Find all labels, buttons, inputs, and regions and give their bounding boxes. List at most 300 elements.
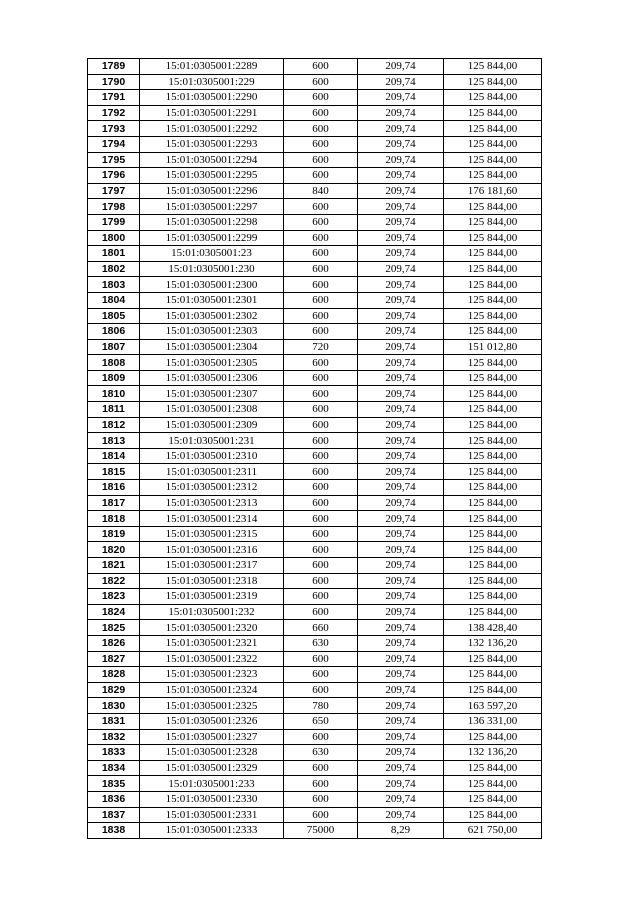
table-row — [88, 729, 542, 745]
value-cell: 138 428,40 — [444, 620, 542, 636]
table-row — [88, 651, 542, 667]
row-number-cell: 1789 — [88, 59, 140, 75]
value-cell: 125 844,00 — [444, 791, 542, 807]
table-row — [88, 308, 542, 324]
value-cell: 125 844,00 — [444, 261, 542, 277]
row-number-cell: 1811 — [88, 402, 140, 418]
area-cell: 600 — [284, 589, 358, 605]
table-row — [88, 417, 542, 433]
rate-cell: 209,74 — [358, 214, 444, 230]
area-cell: 600 — [284, 246, 358, 262]
area-cell: 600 — [284, 526, 358, 542]
rate-cell: 209,74 — [358, 199, 444, 215]
cadastral-number-cell: 15:01:0305001:2301 — [140, 292, 284, 308]
value-cell: 125 844,00 — [444, 448, 542, 464]
rate-cell: 209,74 — [358, 573, 444, 589]
rate-cell: 209,74 — [358, 308, 444, 324]
cadastral-number-cell: 15:01:0305001:2331 — [140, 807, 284, 823]
value-cell: 125 844,00 — [444, 511, 542, 527]
value-cell: 125 844,00 — [444, 105, 542, 121]
cadastral-number-cell: 15:01:0305001:2307 — [140, 386, 284, 402]
row-number-cell: 1820 — [88, 542, 140, 558]
cadastral-number-cell: 15:01:0305001:2319 — [140, 589, 284, 605]
row-number-cell: 1799 — [88, 214, 140, 230]
rate-cell: 209,74 — [358, 682, 444, 698]
table-row — [88, 230, 542, 246]
area-cell: 600 — [284, 729, 358, 745]
cadastral-number-cell: 15:01:0305001:2318 — [140, 573, 284, 589]
value-cell: 125 844,00 — [444, 59, 542, 75]
cadastral-number-cell: 15:01:0305001:2297 — [140, 199, 284, 215]
table-row — [88, 433, 542, 449]
cadastral-number-cell: 15:01:0305001:2304 — [140, 339, 284, 355]
rate-cell: 209,74 — [358, 355, 444, 371]
cadastral-number-cell: 15:01:0305001:2290 — [140, 90, 284, 106]
row-number-cell: 1828 — [88, 667, 140, 683]
row-number-cell: 1809 — [88, 370, 140, 386]
area-cell: 600 — [284, 168, 358, 184]
cadastral-number-cell: 15:01:0305001:2303 — [140, 324, 284, 340]
table-row — [88, 324, 542, 340]
value-cell: 125 844,00 — [444, 168, 542, 184]
rate-cell: 209,74 — [358, 667, 444, 683]
row-number-cell: 1826 — [88, 635, 140, 651]
cadastral-number-cell: 15:01:0305001:2305 — [140, 355, 284, 371]
value-cell: 125 844,00 — [444, 604, 542, 620]
table-row — [88, 261, 542, 277]
area-cell: 600 — [284, 121, 358, 137]
cadastral-number-cell: 15:01:0305001:2320 — [140, 620, 284, 636]
rate-cell: 209,74 — [358, 183, 444, 199]
value-cell: 125 844,00 — [444, 682, 542, 698]
row-number-cell: 1806 — [88, 324, 140, 340]
cadastral-number-cell: 15:01:0305001:2314 — [140, 511, 284, 527]
row-number-cell: 1823 — [88, 589, 140, 605]
area-cell: 600 — [284, 90, 358, 106]
rate-cell: 209,74 — [358, 651, 444, 667]
cadastral-number-cell: 15:01:0305001:2300 — [140, 277, 284, 293]
cadastral-number-cell: 15:01:0305001:23 — [140, 246, 284, 262]
cadastral-number-cell: 15:01:0305001:2293 — [140, 136, 284, 152]
row-number-cell: 1812 — [88, 417, 140, 433]
value-cell: 125 844,00 — [444, 214, 542, 230]
rate-cell: 209,74 — [358, 152, 444, 168]
row-number-cell: 1815 — [88, 464, 140, 480]
rate-cell: 209,74 — [358, 745, 444, 761]
row-number-cell: 1793 — [88, 121, 140, 137]
row-number-cell: 1801 — [88, 246, 140, 262]
rate-cell: 209,74 — [358, 589, 444, 605]
area-cell: 600 — [284, 105, 358, 121]
table-row — [88, 589, 542, 605]
row-number-cell: 1836 — [88, 791, 140, 807]
row-number-cell: 1835 — [88, 776, 140, 792]
area-cell: 600 — [284, 402, 358, 418]
cadastral-number-cell: 15:01:0305001:2329 — [140, 760, 284, 776]
area-cell: 600 — [284, 682, 358, 698]
row-number-cell: 1831 — [88, 713, 140, 729]
table-row — [88, 183, 542, 199]
rate-cell: 209,74 — [358, 277, 444, 293]
area-cell: 600 — [284, 651, 358, 667]
row-number-cell: 1816 — [88, 480, 140, 496]
row-number-cell: 1833 — [88, 745, 140, 761]
table-row — [88, 246, 542, 262]
row-number-cell: 1827 — [88, 651, 140, 667]
cadastral-number-cell: 15:01:0305001:2310 — [140, 448, 284, 464]
table-row — [88, 59, 542, 75]
value-cell: 125 844,00 — [444, 760, 542, 776]
rate-cell: 209,74 — [358, 776, 444, 792]
rate-cell: 209,74 — [358, 261, 444, 277]
row-number-cell: 1813 — [88, 433, 140, 449]
table-row — [88, 526, 542, 542]
table-row — [88, 511, 542, 527]
row-number-cell: 1804 — [88, 292, 140, 308]
area-cell: 75000 — [284, 823, 358, 839]
row-number-cell: 1802 — [88, 261, 140, 277]
row-number-cell: 1791 — [88, 90, 140, 106]
rate-cell: 209,74 — [358, 246, 444, 262]
row-number-cell: 1837 — [88, 807, 140, 823]
row-number-cell: 1790 — [88, 74, 140, 90]
table-row — [88, 214, 542, 230]
table-body — [88, 59, 542, 839]
table-row — [88, 386, 542, 402]
rate-cell: 209,74 — [358, 136, 444, 152]
value-cell: 621 750,00 — [444, 823, 542, 839]
rate-cell: 209,74 — [358, 370, 444, 386]
cadastral-parcels-table — [87, 58, 542, 839]
table-row — [88, 542, 542, 558]
cadastral-number-cell: 15:01:0305001:233 — [140, 776, 284, 792]
value-cell: 163 597,20 — [444, 698, 542, 714]
row-number-cell: 1819 — [88, 526, 140, 542]
rate-cell: 209,74 — [358, 464, 444, 480]
cadastral-number-cell: 15:01:0305001:2308 — [140, 402, 284, 418]
table-row — [88, 573, 542, 589]
row-number-cell: 1796 — [88, 168, 140, 184]
cadastral-number-cell: 15:01:0305001:2328 — [140, 745, 284, 761]
table-row — [88, 121, 542, 137]
cadastral-number-cell: 15:01:0305001:2327 — [140, 729, 284, 745]
table-row — [88, 464, 542, 480]
table-row — [88, 480, 542, 496]
cadastral-number-cell: 15:01:0305001:2313 — [140, 495, 284, 511]
value-cell: 125 844,00 — [444, 667, 542, 683]
value-cell: 125 844,00 — [444, 74, 542, 90]
cadastral-number-cell: 15:01:0305001:2325 — [140, 698, 284, 714]
area-cell: 600 — [284, 355, 358, 371]
rate-cell: 209,74 — [358, 339, 444, 355]
table-row — [88, 199, 542, 215]
value-cell: 125 844,00 — [444, 324, 542, 340]
area-cell: 600 — [284, 308, 358, 324]
rate-cell: 209,74 — [358, 402, 444, 418]
value-cell: 136 331,00 — [444, 713, 542, 729]
row-number-cell: 1800 — [88, 230, 140, 246]
row-number-cell: 1838 — [88, 823, 140, 839]
value-cell: 125 844,00 — [444, 121, 542, 137]
area-cell: 600 — [284, 791, 358, 807]
value-cell: 125 844,00 — [444, 464, 542, 480]
table-row — [88, 370, 542, 386]
rate-cell: 209,74 — [358, 386, 444, 402]
value-cell: 125 844,00 — [444, 386, 542, 402]
area-cell: 600 — [284, 370, 358, 386]
rate-cell: 209,74 — [358, 729, 444, 745]
table-row — [88, 776, 542, 792]
rate-cell: 209,74 — [358, 698, 444, 714]
rate-cell: 209,74 — [358, 604, 444, 620]
table-row — [88, 635, 542, 651]
cadastral-number-cell: 15:01:0305001:2322 — [140, 651, 284, 667]
rate-cell: 209,74 — [358, 791, 444, 807]
row-number-cell: 1821 — [88, 558, 140, 574]
cadastral-number-cell: 15:01:0305001:2309 — [140, 417, 284, 433]
value-cell: 125 844,00 — [444, 292, 542, 308]
table-row — [88, 667, 542, 683]
value-cell: 125 844,00 — [444, 542, 542, 558]
value-cell: 125 844,00 — [444, 246, 542, 262]
cadastral-number-cell: 15:01:0305001:2306 — [140, 370, 284, 386]
area-cell: 600 — [284, 386, 358, 402]
row-number-cell: 1834 — [88, 760, 140, 776]
value-cell: 125 844,00 — [444, 152, 542, 168]
cadastral-number-cell: 15:01:0305001:2294 — [140, 152, 284, 168]
rate-cell: 209,74 — [358, 230, 444, 246]
row-number-cell: 1825 — [88, 620, 140, 636]
row-number-cell: 1792 — [88, 105, 140, 121]
value-cell: 125 844,00 — [444, 308, 542, 324]
area-cell: 600 — [284, 604, 358, 620]
table-row — [88, 495, 542, 511]
cadastral-number-cell: 15:01:0305001:2315 — [140, 526, 284, 542]
row-number-cell: 1830 — [88, 698, 140, 714]
table-row — [88, 760, 542, 776]
area-cell: 660 — [284, 620, 358, 636]
value-cell: 125 844,00 — [444, 370, 542, 386]
rate-cell: 209,74 — [358, 511, 444, 527]
rate-cell: 209,74 — [358, 448, 444, 464]
area-cell: 600 — [284, 261, 358, 277]
table-row — [88, 558, 542, 574]
cadastral-number-cell: 15:01:0305001:230 — [140, 261, 284, 277]
row-number-cell: 1805 — [88, 308, 140, 324]
row-number-cell: 1798 — [88, 199, 140, 215]
value-cell: 125 844,00 — [444, 136, 542, 152]
row-number-cell: 1822 — [88, 573, 140, 589]
table-row — [88, 355, 542, 371]
value-cell: 125 844,00 — [444, 417, 542, 433]
area-cell: 630 — [284, 635, 358, 651]
table-row — [88, 620, 542, 636]
rate-cell: 209,74 — [358, 59, 444, 75]
area-cell: 600 — [284, 199, 358, 215]
area-cell: 600 — [284, 573, 358, 589]
value-cell: 176 181,60 — [444, 183, 542, 199]
cadastral-number-cell: 15:01:0305001:2298 — [140, 214, 284, 230]
row-number-cell: 1803 — [88, 277, 140, 293]
area-cell: 600 — [284, 511, 358, 527]
area-cell: 600 — [284, 324, 358, 340]
value-cell: 125 844,00 — [444, 558, 542, 574]
cadastral-number-cell: 15:01:0305001:2311 — [140, 464, 284, 480]
cadastral-number-cell: 15:01:0305001:2296 — [140, 183, 284, 199]
cadastral-number-cell: 15:01:0305001:2330 — [140, 791, 284, 807]
rate-cell: 209,74 — [358, 807, 444, 823]
cadastral-number-cell: 15:01:0305001:231 — [140, 433, 284, 449]
area-cell: 650 — [284, 713, 358, 729]
rate-cell: 209,74 — [358, 324, 444, 340]
area-cell: 720 — [284, 339, 358, 355]
row-number-cell: 1832 — [88, 729, 140, 745]
cadastral-number-cell: 15:01:0305001:2291 — [140, 105, 284, 121]
rate-cell: 209,74 — [358, 713, 444, 729]
rate-cell: 209,74 — [358, 168, 444, 184]
cadastral-number-cell: 15:01:0305001:2326 — [140, 713, 284, 729]
table-row — [88, 292, 542, 308]
table-row — [88, 807, 542, 823]
value-cell: 132 136,20 — [444, 635, 542, 651]
cadastral-number-cell: 15:01:0305001:2321 — [140, 635, 284, 651]
table-row — [88, 823, 542, 839]
rate-cell: 209,74 — [358, 292, 444, 308]
value-cell: 125 844,00 — [444, 651, 542, 667]
row-number-cell: 1807 — [88, 339, 140, 355]
cadastral-number-cell: 15:01:0305001:2323 — [140, 667, 284, 683]
row-number-cell: 1808 — [88, 355, 140, 371]
area-cell: 600 — [284, 74, 358, 90]
rate-cell: 209,74 — [358, 417, 444, 433]
cadastral-number-cell: 15:01:0305001:2333 — [140, 823, 284, 839]
area-cell: 600 — [284, 277, 358, 293]
cadastral-number-cell: 15:01:0305001:232 — [140, 604, 284, 620]
area-cell: 600 — [284, 230, 358, 246]
value-cell: 125 844,00 — [444, 277, 542, 293]
area-cell: 600 — [284, 776, 358, 792]
rate-cell: 209,74 — [358, 480, 444, 496]
row-number-cell: 1810 — [88, 386, 140, 402]
table-row — [88, 277, 542, 293]
row-number-cell: 1814 — [88, 448, 140, 464]
rate-cell: 209,74 — [358, 558, 444, 574]
cadastral-number-cell: 15:01:0305001:2295 — [140, 168, 284, 184]
area-cell: 600 — [284, 433, 358, 449]
value-cell: 132 136,20 — [444, 745, 542, 761]
table-row — [88, 152, 542, 168]
table-row — [88, 698, 542, 714]
table-row — [88, 168, 542, 184]
table-row — [88, 136, 542, 152]
area-cell: 600 — [284, 464, 358, 480]
value-cell: 125 844,00 — [444, 230, 542, 246]
rate-cell: 209,74 — [358, 542, 444, 558]
rate-cell: 209,74 — [358, 433, 444, 449]
area-cell: 600 — [284, 292, 358, 308]
row-number-cell: 1818 — [88, 511, 140, 527]
rate-cell: 209,74 — [358, 121, 444, 137]
value-cell: 125 844,00 — [444, 480, 542, 496]
table-row — [88, 402, 542, 418]
rate-cell: 8,29 — [358, 823, 444, 839]
cadastral-number-cell: 15:01:0305001:2312 — [140, 480, 284, 496]
cadastral-number-cell: 15:01:0305001:2316 — [140, 542, 284, 558]
table-row — [88, 448, 542, 464]
area-cell: 600 — [284, 495, 358, 511]
cadastral-number-cell: 15:01:0305001:2292 — [140, 121, 284, 137]
table-row — [88, 682, 542, 698]
value-cell: 125 844,00 — [444, 807, 542, 823]
value-cell: 125 844,00 — [444, 573, 542, 589]
table-row — [88, 745, 542, 761]
area-cell: 600 — [284, 417, 358, 433]
rate-cell: 209,74 — [358, 90, 444, 106]
value-cell: 125 844,00 — [444, 90, 542, 106]
area-cell: 600 — [284, 558, 358, 574]
area-cell: 600 — [284, 807, 358, 823]
area-cell: 600 — [284, 152, 358, 168]
cadastral-number-cell: 15:01:0305001:2324 — [140, 682, 284, 698]
row-number-cell: 1817 — [88, 495, 140, 511]
area-cell: 840 — [284, 183, 358, 199]
rate-cell: 209,74 — [358, 74, 444, 90]
rate-cell: 209,74 — [358, 526, 444, 542]
value-cell: 125 844,00 — [444, 433, 542, 449]
value-cell: 125 844,00 — [444, 589, 542, 605]
value-cell: 125 844,00 — [444, 355, 542, 371]
table-row — [88, 339, 542, 355]
row-number-cell: 1794 — [88, 136, 140, 152]
value-cell: 125 844,00 — [444, 495, 542, 511]
value-cell: 125 844,00 — [444, 199, 542, 215]
row-number-cell: 1824 — [88, 604, 140, 620]
rate-cell: 209,74 — [358, 620, 444, 636]
value-cell: 125 844,00 — [444, 729, 542, 745]
area-cell: 600 — [284, 760, 358, 776]
rate-cell: 209,74 — [358, 635, 444, 651]
rate-cell: 209,74 — [358, 760, 444, 776]
rate-cell: 209,74 — [358, 105, 444, 121]
row-number-cell: 1829 — [88, 682, 140, 698]
cadastral-number-cell: 15:01:0305001:2302 — [140, 308, 284, 324]
area-cell: 630 — [284, 745, 358, 761]
document-table-container — [87, 58, 541, 839]
cadastral-number-cell: 15:01:0305001:2289 — [140, 59, 284, 75]
table-row — [88, 90, 542, 106]
value-cell: 125 844,00 — [444, 402, 542, 418]
rate-cell: 209,74 — [358, 495, 444, 511]
table-row — [88, 74, 542, 90]
area-cell: 600 — [284, 136, 358, 152]
area-cell: 600 — [284, 448, 358, 464]
value-cell: 151 012,80 — [444, 339, 542, 355]
table-row — [88, 105, 542, 121]
row-number-cell: 1795 — [88, 152, 140, 168]
table-row — [88, 604, 542, 620]
value-cell: 125 844,00 — [444, 526, 542, 542]
table-row — [88, 791, 542, 807]
area-cell: 600 — [284, 214, 358, 230]
cadastral-number-cell: 15:01:0305001:229 — [140, 74, 284, 90]
area-cell: 780 — [284, 698, 358, 714]
value-cell: 125 844,00 — [444, 776, 542, 792]
table-row — [88, 713, 542, 729]
area-cell: 600 — [284, 59, 358, 75]
area-cell: 600 — [284, 480, 358, 496]
cadastral-number-cell: 15:01:0305001:2299 — [140, 230, 284, 246]
cadastral-number-cell: 15:01:0305001:2317 — [140, 558, 284, 574]
